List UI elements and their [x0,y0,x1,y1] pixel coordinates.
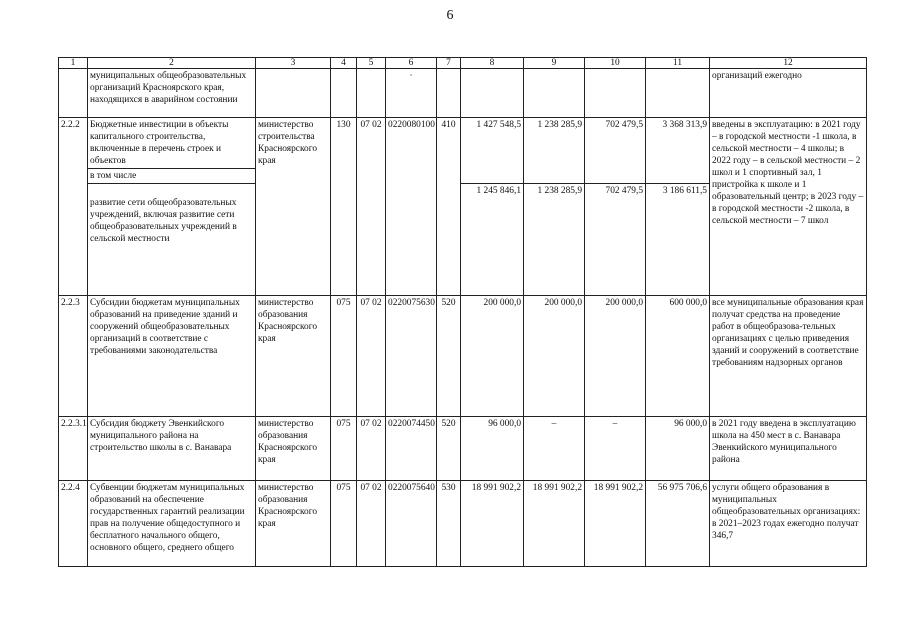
cell-value: 18 991 902,2 [524,481,585,567]
cell-value: 1 245 846,1 [461,184,524,296]
cell-value: 07 02 [357,417,386,481]
cell-value: 18 991 902,2 [461,481,524,567]
cell-value: 1 238 285,9 [524,184,585,296]
cell-value: 702 479,5 [585,184,646,296]
cell-text: Субсидии бюджетам муниципальных образований на приведение зданий и сооружений общеобразовательных организаций в соответствие с требованиями законодательства [88,296,256,417]
cell-value: 075 [331,417,357,481]
cell-text: все муниципальные образования края получат средства на проведение работ в общеобразова-тельных организациях с целью приведения зданий и сооружений в соответствие требованиям надзорных органов [710,296,867,417]
cell-value: 1 238 285,9 [524,118,585,184]
cell-value: 520 [437,296,461,417]
cell-text: муниципальных общеобразовательных организаций Красноярского края, находящихся в аварийном состоянии [88,69,256,118]
cell-value: 0220075630 [386,296,437,417]
cell-text: введены в эксплуатацию: в 2021 году – в городской местности -1 школа, в сельской местности – 4 школы; в 2022 году – в сельской местности – 2 школ и 1 спортивный зал, 1 пристройка к школе и 1 образовательный центр; в 2023 году – в городской местности -2 школа, в сельской местности – 7 школ [710,118,867,296]
col-header: 2 [88,58,256,69]
cell-value: 600 000,0 [646,296,710,417]
header-row [59,58,867,69]
mark: · [409,71,413,81]
row-number: 2.2.3.1 [59,417,88,481]
col-header: 9 [524,58,585,69]
col-header: 3 [256,58,331,69]
cell-text: организаций ежегодно [710,69,867,118]
col-header: 11 [646,58,710,69]
cell-value: 520 [437,417,461,481]
cell-value: 07 02 [357,481,386,567]
table-row [59,118,867,169]
col-header: 8 [461,58,524,69]
cell-value: 3 368 313,9 [646,118,710,184]
row-number: 2.2.2 [59,118,88,184]
cell-value: – [585,417,646,481]
cell-value: 075 [331,296,357,417]
page-number: 6 [446,8,454,23]
cell-value: 07 02 [357,296,386,417]
col-header: 10 [585,58,646,69]
cell-value: 3 186 611,5 [646,184,710,296]
table-row [59,417,867,481]
cell-text: услуги общего образования в муниципальных общеобразовательных организациях: в 2021–2023 годах ежегодно получат 346,7 [710,481,867,567]
cell-text: министерство строительства Красноярского края [256,118,331,184]
cell-value: 0220074450 [386,417,437,481]
cell-text: Субсидия бюджету Эвенкийского муниципального района на строительство школы в с. Ванавара [88,417,256,481]
col-header: 4 [331,58,357,69]
col-header: 12 [710,58,867,69]
cell-value: 130 [331,118,357,184]
cell-text: в 2021 году введена в эксплуатацию школа на 450 мест в с. Ванавара Эвенкийского муниципального района [710,417,867,481]
col-header: 5 [357,58,386,69]
cell-value: 075 [331,481,357,567]
cell-value: 07 02 [357,118,386,184]
cell-value: 1 427 548,5 [461,118,524,184]
cell-value: 96 000,0 [646,417,710,481]
cell-value: 530 [437,481,461,567]
cell-value: 200 000,0 [524,296,585,417]
cell-value: 96 000,0 [461,417,524,481]
cell-value: 200 000,0 [461,296,524,417]
cell-text: министерство образования Красноярского края [256,481,331,567]
table-row [59,296,867,417]
cell-text: Субвенции бюджетам муниципальных образований на обеспечение государственных гарантий реализации прав на получение общедоступного и бесплатного начального общего, основного общего, среднего общего [88,481,256,567]
cell-value: – [524,417,585,481]
table-row [59,69,867,118]
row-number: 2.2.4 [59,481,88,567]
cell-text: Бюджетные инвестиции в объекты капитального строительства, включенные в перечень строек и объектов [88,118,256,169]
cell-value: 0220075640 [386,481,437,567]
col-header: 1 [59,58,88,69]
col-header: 7 [437,58,461,69]
row-number: 2.2.3 [59,296,88,417]
cell-value: 56 975 706,6 [646,481,710,567]
col-header: 6 [386,58,437,69]
table-row [59,481,867,567]
cell-value: 0220080100 [386,118,437,184]
cell-value: 410 [437,118,461,184]
cell-text: министерство образования Красноярского края [256,417,331,481]
cell-value: 200 000,0 [585,296,646,417]
budget-table [58,57,867,567]
cell-value: 702 479,5 [585,118,646,184]
cell-value: 18 991 902,2 [585,481,646,567]
cell-text: развитие сети общеобразовательных учреждений, включая развитие сети общеобразовательных учреждений в сельской местности [88,196,256,296]
cell-text: в том числе [88,169,256,184]
cell-text: министерство образования Красноярского края [256,296,331,417]
